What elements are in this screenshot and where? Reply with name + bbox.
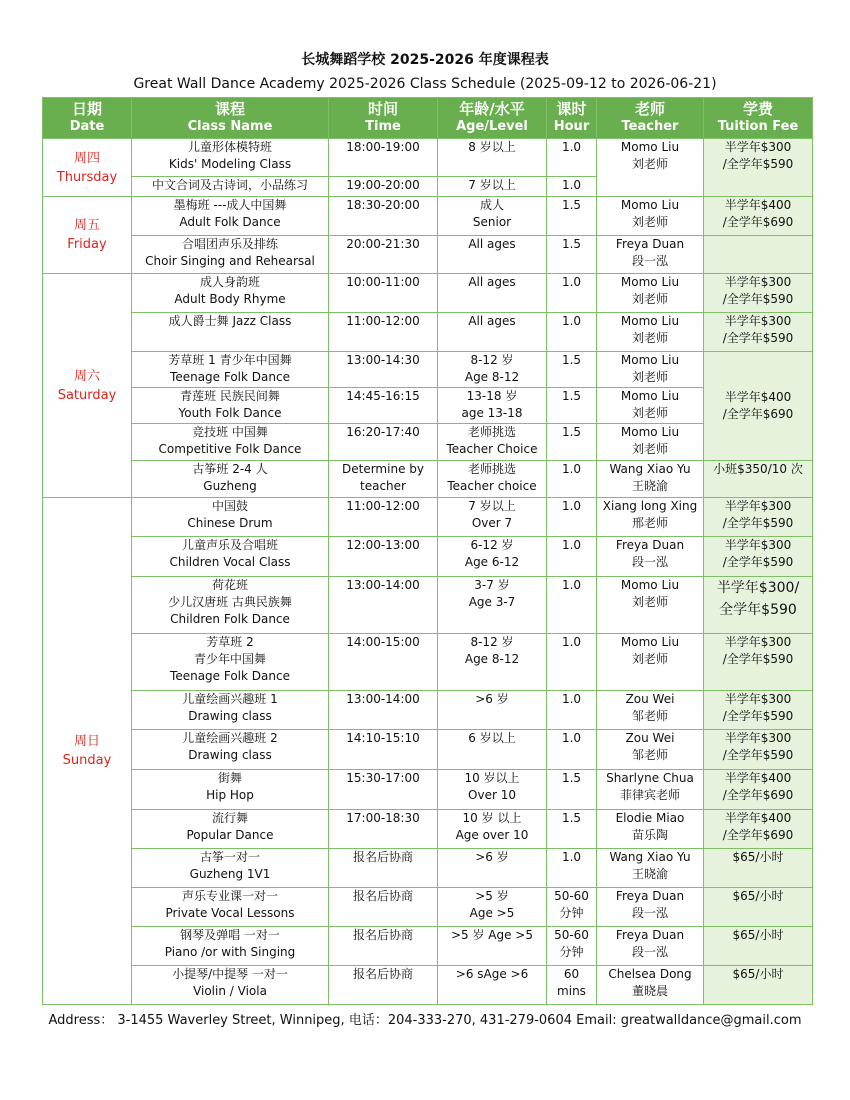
age-cell: 7 岁以上 — [438, 177, 547, 197]
hour-cell: 50-60 分钟 — [547, 888, 597, 927]
time-cell: 报名后协商 — [329, 849, 438, 888]
class-cell: 古筝一对一 Guzheng 1V1 — [132, 849, 329, 888]
teacher-cell: Momo Liu 刘老师 — [597, 424, 704, 461]
class-cell: 流行舞 Popular Dance — [132, 810, 329, 849]
hour-cell: 1.0 — [547, 730, 597, 770]
time-cell: 20:00-21:30 — [329, 236, 438, 274]
age-cell: 成人 Senior — [438, 197, 547, 236]
day-saturday: 周六 Saturday — [43, 274, 132, 498]
teacher-cell: Momo Liu 刘老师 — [597, 197, 704, 236]
hour-cell: 1.0 — [547, 139, 597, 177]
table-row — [43, 274, 813, 313]
time-cell: 17:00-18:30 — [329, 810, 438, 849]
teacher-cell: Momo Liu 刘老师 — [597, 274, 704, 313]
table-row — [43, 966, 813, 1005]
hour-cell: 50-60 分钟 — [547, 927, 597, 966]
table-row — [43, 810, 813, 849]
teacher-cell: Momo Liu 刘老师 — [597, 577, 704, 634]
age-cell: All ages — [438, 313, 547, 352]
table-row — [43, 498, 813, 537]
fee-cell: $65/小时 — [704, 966, 813, 1005]
teacher-cell: Momo Liu 刘老师 — [597, 634, 704, 691]
table-row — [43, 236, 813, 274]
hour-cell: 1.0 — [547, 577, 597, 634]
time-cell: 13:00-14:30 — [329, 352, 438, 388]
fee-cell: 半学年$400 /全学年$690 — [704, 352, 813, 461]
class-cell: 中文合词及古诗词，小品练习 — [132, 177, 329, 197]
time-cell: 18:00-19:00 — [329, 139, 438, 177]
teacher-cell: Elodie Miao 苗乐陶 — [597, 810, 704, 849]
time-cell: 12:00-13:00 — [329, 537, 438, 577]
header-fee: 学费 Tuition Fee — [704, 98, 813, 139]
header-age: 年龄/水平 Age/Level — [438, 98, 547, 139]
class-cell: 儿童声乐及合唱班 Children Vocal Class — [132, 537, 329, 577]
class-cell: 儿童形体模特班 Kids' Modeling Class — [132, 139, 329, 177]
class-cell: 墨梅班 ---成人中国舞 Adult Folk Dance — [132, 197, 329, 236]
age-cell: >5 岁 Age >5 — [438, 927, 547, 966]
hour-cell: 1.5 — [547, 197, 597, 236]
time-cell: 18:30-20:00 — [329, 197, 438, 236]
time-cell: 11:00-12:00 — [329, 498, 438, 537]
time-cell: 19:00-20:00 — [329, 177, 438, 197]
class-cell: 中国鼓 Chinese Drum — [132, 498, 329, 537]
header-row — [43, 98, 813, 139]
teacher-cell: Freya Duan 段一泓 — [597, 927, 704, 966]
table-row — [43, 461, 813, 498]
schedule-table — [42, 97, 813, 1005]
teacher-cell: Momo Liu 刘老师 — [597, 313, 704, 352]
time-cell: 11:00-12:00 — [329, 313, 438, 352]
time-cell: 14:45-16:15 — [329, 388, 438, 424]
class-cell: 荷花班 少儿汉唐班 古典民族舞 Children Folk Dance — [132, 577, 329, 634]
age-cell: 13-18 岁 age 13-18 — [438, 388, 547, 424]
fee-cell: $65/小时 — [704, 927, 813, 966]
hour-cell: 1.0 — [547, 498, 597, 537]
fee-cell: 半学年$400 /全学年$690 — [704, 197, 813, 236]
table-row — [43, 424, 813, 461]
hour-cell: 1.0 — [547, 634, 597, 691]
header-time: 时间 Time — [329, 98, 438, 139]
hour-cell: 60 mins — [547, 966, 597, 1005]
fee-cell: 半学年$300 /全学年$590 — [704, 498, 813, 537]
fee-cell: 半学年$300 /全学年$590 — [704, 634, 813, 691]
class-cell: 钢琴及弹唱 一对一 Piano /or with Singing — [132, 927, 329, 966]
hour-cell: 1.5 — [547, 810, 597, 849]
teacher-cell: Momo Liu 刘老师 — [597, 352, 704, 388]
age-cell: 6 岁以上 — [438, 730, 547, 770]
class-cell: 街舞 Hip Hop — [132, 770, 329, 810]
teacher-cell: Chelsea Dong 董晓晨 — [597, 966, 704, 1005]
age-cell: 8-12 岁 Age 8-12 — [438, 352, 547, 388]
table-row — [43, 730, 813, 770]
fee-cell: 半学年$300 /全学年$590 — [704, 139, 813, 197]
table-row — [43, 197, 813, 236]
time-cell: 报名后协商 — [329, 927, 438, 966]
teacher-cell: Wang Xiao Yu 王晓渝 — [597, 461, 704, 498]
table-row — [43, 139, 813, 177]
header-teacher: 老师 Teacher — [597, 98, 704, 139]
class-cell: 声乐专业课一对一 Private Vocal Lessons — [132, 888, 329, 927]
fee-cell: 半学年$400 /全学年$690 — [704, 810, 813, 849]
class-cell: 芳草班 2 青少年中国舞 Teenage Folk Dance — [132, 634, 329, 691]
fee-cell: 半学年$300 /全学年$590 — [704, 274, 813, 313]
time-cell: 10:00-11:00 — [329, 274, 438, 313]
age-cell: All ages — [438, 236, 547, 274]
teacher-cell: Freya Duan 段一泓 — [597, 236, 704, 274]
table-row — [43, 537, 813, 577]
age-cell: 老师挑选 Teacher choice — [438, 461, 547, 498]
class-cell: 合唱团声乐及排练 Choir Singing and Rehearsal — [132, 236, 329, 274]
time-cell: 14:00-15:00 — [329, 634, 438, 691]
day-friday: 周五 Friday — [43, 197, 132, 274]
age-cell: 8 岁以上 — [438, 139, 547, 177]
teacher-cell: Momo Liu 刘老师 — [597, 388, 704, 424]
age-cell: 10 岁以上 Over 10 — [438, 770, 547, 810]
age-cell: >5 岁 Age >5 — [438, 888, 547, 927]
hour-cell: 1.5 — [547, 770, 597, 810]
hour-cell: 1.0 — [547, 537, 597, 577]
age-cell: 6-12 岁 Age 6-12 — [438, 537, 547, 577]
table-row — [43, 388, 813, 424]
fee-cell — [704, 236, 813, 274]
table-row — [43, 352, 813, 388]
hour-cell: 1.0 — [547, 313, 597, 352]
time-cell: 15:30-17:00 — [329, 770, 438, 810]
header-hour: 课时 Hour — [547, 98, 597, 139]
time-cell: 14:10-15:10 — [329, 730, 438, 770]
time-cell: 13:00-14:00 — [329, 691, 438, 730]
class-cell: 古筝班 2-4 人 Guzheng — [132, 461, 329, 498]
time-cell: Determine by teacher — [329, 461, 438, 498]
hour-cell: 1.0 — [547, 461, 597, 498]
class-cell: 儿童绘画兴趣班 1 Drawing class — [132, 691, 329, 730]
fee-cell: 半学年$300/ 全学年$590 — [704, 577, 813, 634]
age-cell: All ages — [438, 274, 547, 313]
title-english: Great Wall Dance Academy 2025-2026 Class Schedule (2025-09-12 to 2026-06-21) — [133, 76, 717, 92]
class-cell: 青莲班 民族民间舞 Youth Folk Dance — [132, 388, 329, 424]
class-cell: 芳草班 1 青少年中国舞 Teenage Folk Dance — [132, 352, 329, 388]
age-cell: >6 岁 — [438, 849, 547, 888]
teacher-cell: Zou Wei 邹老师 — [597, 730, 704, 770]
day-thursday: 周四 Thursday — [43, 139, 132, 197]
hour-cell: 1.5 — [547, 388, 597, 424]
age-cell: >6 sAge >6 — [438, 966, 547, 1005]
fee-cell: 半学年$300 /全学年$590 — [704, 691, 813, 730]
teacher-cell: Freya Duan 段一泓 — [597, 888, 704, 927]
hour-cell: 1.0 — [547, 177, 597, 197]
fee-cell: 半学年$300 /全学年$590 — [704, 313, 813, 352]
teacher-cell: Xiang long Xing 邢老师 — [597, 498, 704, 537]
age-cell: 10 岁 以上 Age over 10 — [438, 810, 547, 849]
contact-address: Address： 3-1455 Waverley Street, Winnipeg, 电话：204-333-270, 431-279-0604 Email: greatwalldance@gmail.com — [48, 1013, 802, 1028]
fee-cell: 小班$350/10 次 — [704, 461, 813, 498]
class-cell: 竞技班 中国舞 Competitive Folk Dance — [132, 424, 329, 461]
hour-cell: 1.0 — [547, 691, 597, 730]
age-cell: 3-7 岁 Age 3-7 — [438, 577, 547, 634]
table-row — [43, 634, 813, 691]
table-row — [43, 888, 813, 927]
time-cell: 报名后协商 — [329, 966, 438, 1005]
teacher-cell: Momo Liu 刘老师 — [597, 139, 704, 197]
header-class: 课程 Class Name — [132, 98, 329, 139]
fee-cell: $65/小时 — [704, 849, 813, 888]
title-chinese: 长城舞蹈学校 2025-2026 年度课程表 — [301, 52, 549, 68]
class-cell: 儿童绘画兴趣班 2 Drawing class — [132, 730, 329, 770]
age-cell: >6 岁 — [438, 691, 547, 730]
table-row — [43, 313, 813, 352]
table-row — [43, 849, 813, 888]
class-cell: 成人身韵班 Adult Body Rhyme — [132, 274, 329, 313]
teacher-cell: Wang Xiao Yu 王晓渝 — [597, 849, 704, 888]
fee-cell: $65/小时 — [704, 888, 813, 927]
age-cell: 7 岁以上 Over 7 — [438, 498, 547, 537]
hour-cell: 1.0 — [547, 849, 597, 888]
hour-cell: 1.5 — [547, 236, 597, 274]
table-row — [43, 927, 813, 966]
fee-cell: 半学年$300 /全学年$590 — [704, 730, 813, 770]
teacher-cell: Zou Wei 邹老师 — [597, 691, 704, 730]
teacher-cell: Sharlyne Chua 菲律宾老师 — [597, 770, 704, 810]
age-cell: 8-12 岁 Age 8-12 — [438, 634, 547, 691]
time-cell: 报名后协商 — [329, 888, 438, 927]
hour-cell: 1.5 — [547, 424, 597, 461]
fee-cell: 半学年$300 /全学年$590 — [704, 537, 813, 577]
class-cell: 成人爵士舞 Jazz Class — [132, 313, 329, 352]
day-sunday: 周日 Sunday — [43, 498, 132, 1005]
class-cell: 小提琴/中提琴 一对一 Violin / Viola — [132, 966, 329, 1005]
fee-cell: 半学年$400 /全学年$690 — [704, 770, 813, 810]
table-row — [43, 691, 813, 730]
hour-cell: 1.5 — [547, 352, 597, 388]
time-cell: 16:20-17:40 — [329, 424, 438, 461]
table-row — [43, 577, 813, 634]
time-cell: 13:00-14:00 — [329, 577, 438, 634]
teacher-cell: Freya Duan 段一泓 — [597, 537, 704, 577]
header-date: 日期 Date — [43, 98, 132, 139]
table-row — [43, 770, 813, 810]
age-cell: 老师挑选 Teacher Choice — [438, 424, 547, 461]
hour-cell: 1.0 — [547, 274, 597, 313]
